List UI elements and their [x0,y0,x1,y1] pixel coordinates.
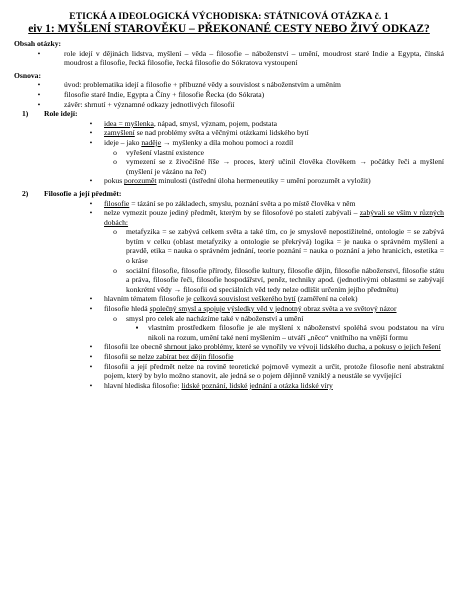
circle-bullet-icon: o [113,157,117,167]
document-title: ETICKÁ A IDEOLOGICKÁ VÝCHODISKA: STÁTNICOVÁ OTÁZKA č. 1 [69,12,389,22]
obsah-item: • role idejí v dějinách lidstva, myšlení – věda – filosofie – náboženství – umění, moudrost staré Indie a Egypta, čínská moudrost a filosofie, řecká filosofie, řecká filosofie do Sókratova vystoupení [14,49,444,68]
list-item: • idea = myšlenka, nápad, smysl, význam, pojem, podstata [14,119,444,129]
circle-bullet-icon: o [113,147,117,157]
list-item: • pokus porozumět minulosti (ústřední úloha hermeneutiky = umění porozumět a vyložit) [14,176,444,186]
osnova-item: • filosofie staré Indie, Egypta a Číny + filosofie Řecka (do Sókrata) [14,90,444,100]
bullet-icon: • [89,294,93,304]
list-item: • filosofie = tázání se po základech, smyslu, poznání světa a po místě člověka v něm [14,199,444,209]
section-1-heading: 1) Role idejí: [22,109,78,119]
bullet-icon: • [37,80,41,90]
bullet-icon: • [37,48,41,58]
osnova-heading: Osnova: [14,70,42,80]
document-subtitle: eiv 1: MYŠLENÍ STAROVĚKU – PŘEKONANÉ CESTY NEBO ŽIVÝ ODKAZ? [28,23,430,35]
list-item: • ideje – jako naděje → myšlenky a díla mohou pomoci a rozdíl [14,138,444,148]
bullet-icon: • [89,137,93,147]
list-item: • nelze vymezit pouze jediný předmět, kterým by se filosofové po staletí zabývali – zabývali se vším v různých dobách: [14,208,444,227]
sub-sub-list-item: ▪ vlastním prostředkem filosofie je ale myšlení x náboženství spoléhá svou podstatou na víru nikoli na rozum, umění také není myšlením – utváří „něco“ vnitřního na vnější formu [14,323,444,342]
bullet-icon: • [89,342,93,352]
document-page [14,0,444,390]
sub-list-item: o sociální filosofie, filosofie přírody, filosofie kultury, filosofie dějin, filosofie náboženství, filosofie státu a práva, filosofie řeči, filosofie hospodářství, peněz, techniky apod. (jednotlivými oblastmi se zabývají konkrétní vědy → filosofii od speciálních věd tedy nelze odlišit určením jejího předmětu) [14,266,444,295]
list-item: • filosofii se nelze zabírat bez dějin filosofie [14,352,444,362]
obsah-heading: Obsah otázky: [14,39,62,48]
sub-list-item: o vyřešení vlastní existence [14,148,444,158]
bullet-icon: • [89,380,93,390]
bullet-icon: • [37,89,41,99]
bullet-icon: • [89,352,93,361]
osnova-item: • závěr: shrnutí + významné odkazy jednotlivých filosofií [14,100,444,110]
list-item: • hlavním tématem filosofie je celková souvislost veškerého bytí (zaměření na celek) [14,294,444,304]
list-item: • zamyšlení se nad problémy světa a věčnými otázkami lidského bytí [14,128,444,138]
sub-list-item: o smysl pro celek ale nacházíme také v náboženství a umění [14,314,444,324]
bullet-icon: • [89,198,93,208]
bullet-icon: • [37,99,41,109]
square-bullet-icon: ▪ [135,323,139,333]
list-item: • filosofii a její předmět nelze na rovině teoretické pojmově vymezit a určit, protože filosofie není abstraktní pojem, který by bylo možno stanovit, ale jedná se o pojem dějinně vzniklý a neustále se vyvíjející [14,362,444,381]
sub-list-item: o vymezení se z živočišné říše → proces, který učinil člověka člověkem → počátky řeči a myšlení (myšlení je vázáno na řeč) [14,157,444,176]
bullet-icon: • [89,128,93,138]
osnova-item: • úvod: problematika idejí a filosofie + příbuzné vědy a souvislost s náboženstvím a uměním [14,80,444,90]
section-2-heading: 2) Filosofie a její předmět: [22,188,122,198]
bullet-icon: • [89,176,93,186]
bullet-icon: • [89,304,93,314]
list-item: • filosofii lze obecně shrnout jako problémy, které se vynořily ve vývoji lidského ducha, a pokusy o jejich řešení [14,342,444,352]
circle-bullet-icon: o [113,227,117,237]
circle-bullet-icon: o [113,265,117,275]
bullet-icon: • [89,118,93,128]
circle-bullet-icon: o [113,313,117,323]
bullet-icon: • [89,208,93,218]
list-item: • hlavní hlediska filosofie: lidské poznání, lidské jednání a otázka lidské víry [14,381,444,391]
list-item: • filosofie hledá společný smysl a spojuje výsledky věd v jednotný obraz světa a ve světový názor [14,304,444,314]
bullet-icon: • [89,361,93,371]
sub-list-item: o metafyzika = se zabývá celkem světa a také tím, co je smyslově nepostižitelné, ontologie = se zabývá bytím v celku (oblast metafyziky a ontologie se překrývá) logika = je nauka o správném myšlení a pravdě, etika = nauka o správném jednání, teorie poznání = nauka o poznání a jeho hranicích, estetika = o kráse [14,227,444,265]
